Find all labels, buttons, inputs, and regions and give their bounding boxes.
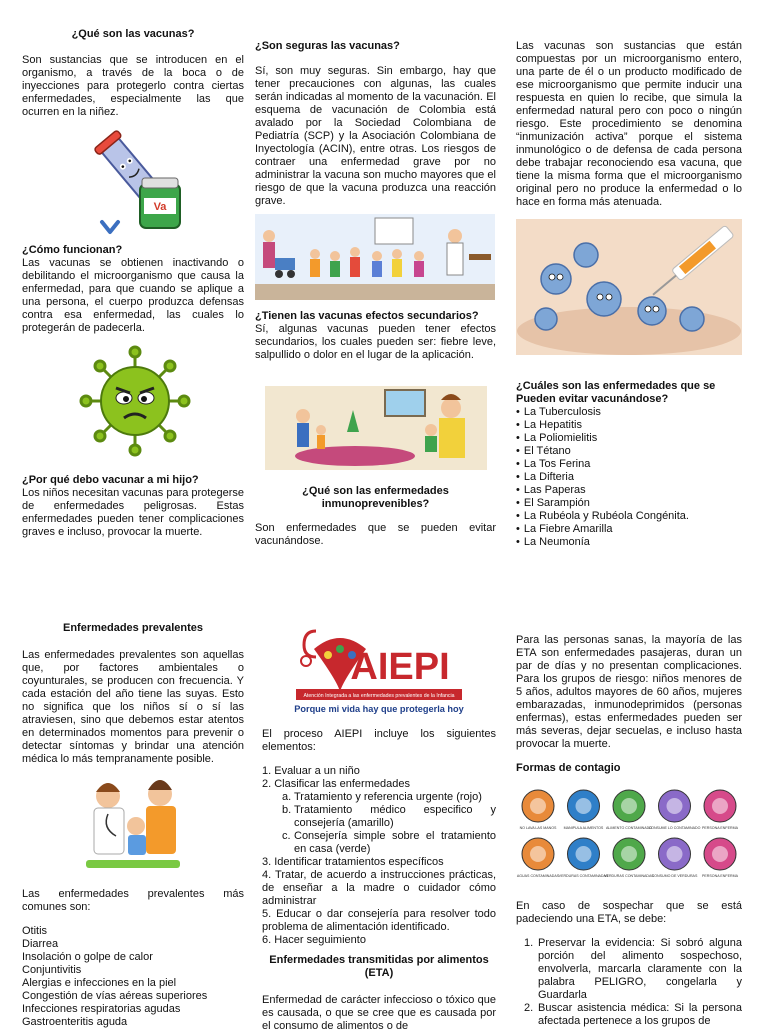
- list-item: Insolación o golpe de calor: [22, 950, 153, 963]
- substep-item: c. Consejería simple sobre el tratamiento en casa (verde): [282, 829, 496, 855]
- intro-text: Las vacunas son sustancias que están compuestas por un microorganismo entero, una parte de él o un producto modificado de ese microorganismo que permite inducir una respuesta en quien lo recibe, que simula la enfermedad natural pero con poco o ningún riesgo. Este procedimiento se denomina “inmunización activa” porque el sistema inmunológico o de defensa de cada persona debe trabajar reconociendo esa vacuna, que tiene la misma forma que el microorganismo original pero no produce la enfermedad o lo hace en forma más atenuada.: [516, 40, 742, 208]
- list-item: • La Tos Ferina: [516, 458, 742, 471]
- contagio-caption: VERDURAS CONTAMINADAS: [558, 874, 609, 878]
- suspect-text: En caso de sospechar que se está padeciendo una ETA, se debe:: [516, 900, 742, 925]
- action-item: 1. Preservar la evidencia: Si sobró alguna porción del alimento sospechoso, envolverla, marcarla claramente con la palabra PELIGRO, congelarla y Guardarla: [524, 936, 742, 1001]
- col1-common: [22, 888, 244, 1029]
- list-item: • El Tétano: [516, 445, 742, 458]
- col1-why: [22, 474, 244, 539]
- col2-top: [255, 40, 496, 208]
- vial-label: Va: [153, 201, 167, 213]
- contagio-caption: VERDURAS CONTAMINADAS: [604, 874, 654, 878]
- eta-text: Enfermedad de carácter infeccioso o tóxico que es causada, o que se cree que es causada por el consumo de alimentos o de: [262, 993, 496, 1032]
- list-item: Infecciones respiratorias agudas: [22, 1002, 181, 1015]
- contagio-icon: [606, 790, 652, 830]
- effects-text: Sí, algunas vacunas pueden tener efectos secundarios, los cuales pueden ser: fiebre leve, salpullido o dolor en el lugar de la aplicación.: [255, 322, 496, 361]
- common-intro: Las enfermedades prevalentes más comunes son:: [22, 888, 244, 913]
- col3-list: [516, 380, 742, 549]
- mother-child-illustration: [265, 386, 487, 470]
- q2-text: Las vacunas se obtienen inactivando o debilitando el microorganismo que causa la enfermedad, para que cuando se aplique a una persona, el cuerpo produzca defensas contra esa enfermedad, las cuales lo protegerán de padecerla.: [22, 256, 244, 334]
- actions-list: [516, 937, 742, 1028]
- prevalent-title: Enfermedades prevalentes: [62, 622, 203, 634]
- contagio-icon: [652, 838, 698, 878]
- col1-top: [22, 28, 244, 119]
- q2-title: ¿Cómo funcionan?: [22, 244, 123, 256]
- list-item: • La Tuberculosis: [516, 406, 742, 419]
- prevalent-text: Las enfermedades prevalentes son aquellas que, por factores ambientales o coyunturales, se producen con frecuencia. Y cada estación del año tiene las suyas. Esto no significa que los niños sí o sí las atraviesen, sino que debemos estar atentos en determinados momentos para prevenir o detectar síntomas y brindar una atención médica lo más tempranamente posible.: [22, 648, 244, 765]
- list-item: Conjuntivitis: [22, 963, 82, 976]
- q1-text: Son sustancias que se introducen en el organismo, a través de la boca o de inyecciones para protegerlo contra ciertas enfermedades, especialmente las que ocurren en la niñez.: [22, 53, 244, 118]
- list-item: • La Hepatitis: [516, 419, 742, 432]
- col1-bottom: [22, 622, 244, 766]
- list-item: • La Poliomielitis: [516, 432, 742, 445]
- eta-risk-text: Para las personas sanas, la mayoría de las ETA son enfermedades pasajeras, duran un par de días y no presentan complicaciones. Para los grupos de riesgo: niños menores de 5 años, adultos mayores de 60 años, mujeres embarazadas, inmunodeprimidos (personas enfermas), estas enfermedades pueden ser más severas, dejar secuelas, e incluso hasta provocar la muerte.: [516, 634, 742, 750]
- contagio-caption: MANIPULA ALIMENTOS: [563, 826, 604, 830]
- list-item: Diarrea: [22, 937, 59, 950]
- list-item: Otitis: [22, 924, 48, 937]
- contagio-icon: [559, 838, 609, 878]
- list-item: • Las Paperas: [516, 484, 742, 497]
- diseases-list: [516, 406, 742, 549]
- contagio-caption: CONSUMO DE VERDURAS: [651, 874, 698, 878]
- q3-text: Los niños necesitan vacunas para protegerse de enfermedades peligrosas. Estas enfermedades pueden tener complicaciones graves e incluso, provocar la muerte.: [22, 486, 244, 538]
- action-item: 2. Buscar asistencia médica: Si la persona afectada pertenece a los grupos de: [524, 1001, 742, 1027]
- contagio-caption: ALIMENTO CONTAMINADO: [606, 826, 652, 830]
- contagio-caption: PERSONA ENFERMA: [702, 826, 738, 830]
- contagio-icon-grid: [516, 786, 742, 882]
- aiepi-logo-subtitle: Atención Integrada a las enfermedades prevalentes de la Infancia: [303, 693, 455, 699]
- eta-title-2: (ETA): [364, 966, 394, 979]
- virus-illustration: [80, 346, 190, 456]
- substeps-list: [262, 791, 496, 856]
- list-item: • La Difteria: [516, 471, 742, 484]
- col2-aiepi: [262, 728, 496, 947]
- col2-inmuno: [255, 485, 496, 548]
- contagio-icon: [702, 838, 739, 878]
- safe-title: ¿Son seguras las vacunas?: [255, 40, 400, 52]
- list-item: • La Rubéola y Rubéola Congénita.: [516, 510, 742, 523]
- q3-title: ¿Por qué debo vacunar a mi hijo?: [22, 474, 199, 486]
- list-item: Congestión de vías aéreas superiores: [22, 989, 208, 1002]
- list-item: Alergias e infecciones en la piel: [22, 976, 177, 989]
- inmuno-title-1: ¿Qué son las enfermedades: [302, 485, 449, 497]
- aiepi-logo-text: AIEPI: [350, 646, 450, 688]
- contagio-icon: [520, 790, 557, 830]
- doctor-child-illustration: [82, 770, 184, 874]
- eta-title-1: Enfermedades transmitidas por alimentos: [269, 954, 489, 966]
- substep-item: b. Tratamiento médico especifico y consejería (amarillo): [282, 803, 496, 829]
- contagio-icon: [564, 790, 604, 830]
- step-item: 5. Educar o dar consejería para resolver todo problema de alimentación identificado.: [262, 907, 496, 933]
- contagio-icon: [604, 838, 654, 878]
- list-item: • El Sarampión: [516, 497, 742, 510]
- diseases-title: ¿Cuáles son las enfermedades que se Pueden evitar vacunándose?: [516, 380, 716, 405]
- contagio-icon: [517, 838, 560, 878]
- child-figures: [310, 247, 424, 277]
- substep-item: a. Tratamiento y referencia urgente (rojo): [282, 790, 482, 803]
- contagio-icon: [702, 790, 739, 830]
- contagio-caption: AGUAS CONTAMINADAS: [516, 874, 560, 878]
- col3-bottom: [516, 634, 742, 751]
- inmuno-title-2: inmunoprevenibles?: [321, 497, 430, 510]
- aiepi-intro: El proceso AIEPI incluye los siguientes elementos:: [262, 728, 496, 753]
- list-item: Gastroenteritis aguda: [22, 1015, 128, 1028]
- step-item: 1. Evaluar a un niño: [262, 764, 360, 777]
- step-item: 4. Tratar, de acuerdo a instrucciones prácticas, de enseñar a la madre o cuidador cómo administrar: [262, 868, 496, 907]
- microbes-syringe-illustration: [516, 219, 742, 355]
- contagio-caption: CONSUME LO CONTAMINADO: [648, 826, 701, 830]
- col2-eta: [262, 954, 496, 1033]
- col3-top: [516, 40, 742, 209]
- inmuno-text: Son enfermedades que se pueden evitar vacunándose.: [255, 521, 496, 547]
- aiepi-logo-slogan: Porque mi vida hay que protegerla hoy: [294, 704, 464, 714]
- list-item: • La Fiebre Amarilla: [516, 523, 742, 536]
- step-item: 6. Hacer seguimiento: [262, 933, 366, 946]
- contagio-caption: PERSONA ENFERMA: [702, 874, 738, 878]
- step-item: 3. Identificar tratamientos específicos: [262, 855, 444, 868]
- safe-text: Sí, son muy seguras. Sin embargo, hay que tener precauciones con algunas, las cuales serán indicadas al momento de la vacunación. El esquema de vacunación de Colombia está avalado por la Sociedad Colombiana de Pediatría (SCP) y la Asociación Colombiana de Inyectología (ACIN), entre otras. Los riesgos de contraer una enfermedad grave por no administrar la vacuna son mucho mayores que el riesgo de que la vacuna produzca una reacción grave.: [255, 64, 496, 207]
- effects-title: ¿Tienen las vacunas efectos secundarios?: [255, 310, 479, 322]
- step-item: 2. Clasificar las enfermedades: [262, 777, 410, 790]
- q1-title: ¿Qué son las vacunas?: [71, 28, 195, 40]
- aiepi-logo: [294, 621, 464, 717]
- syringe-vial-illustration: [88, 124, 188, 236]
- clinic-queue-illustration: [255, 214, 495, 300]
- col2-effects: [255, 310, 496, 362]
- contagio-icon: [649, 790, 701, 830]
- contagio-title: Formas de contagio: [516, 762, 621, 774]
- contagio-caption: NO LAVA LAS MANOS: [519, 826, 557, 830]
- col1-how: [22, 244, 244, 335]
- list-item: • La Neumonía: [516, 536, 742, 549]
- col3-suspect: [516, 900, 742, 1028]
